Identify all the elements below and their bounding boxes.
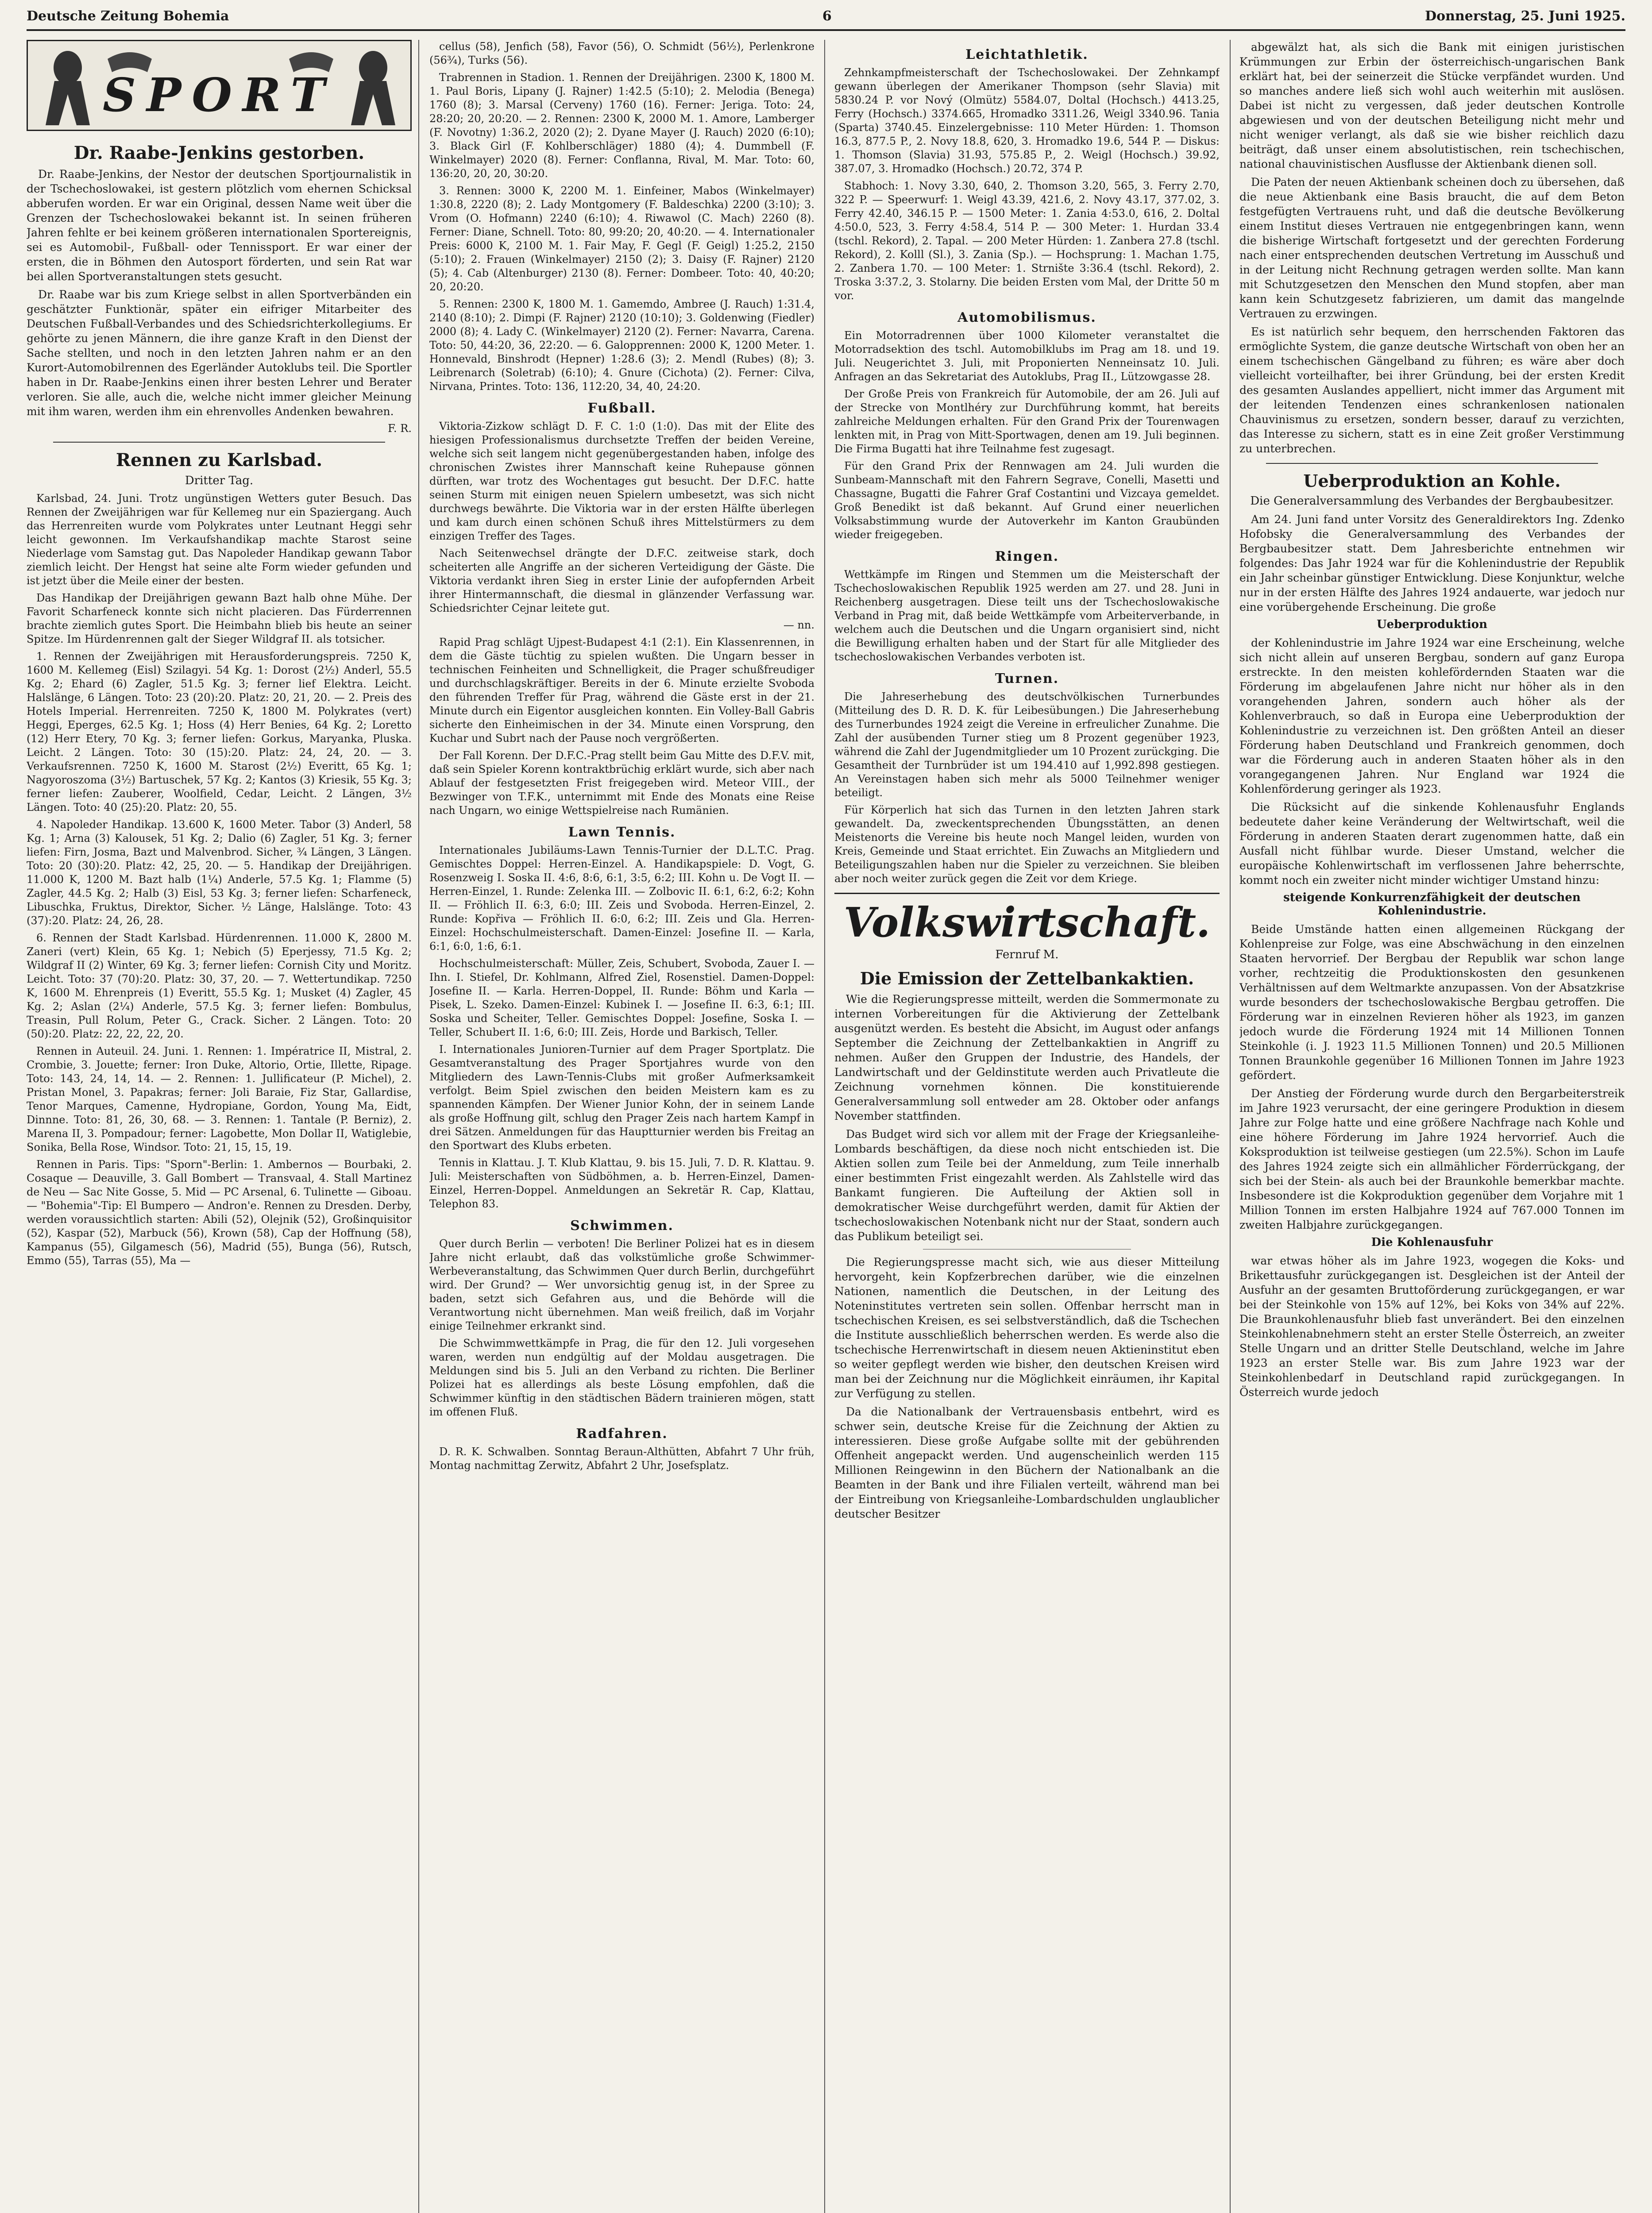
issue-date: Donnerstag, 25. Juni 1925.	[1425, 8, 1625, 24]
athletics-heading: Leichtathletik.	[965, 47, 1088, 62]
column-divider	[824, 40, 825, 2213]
athletics-paragraph: Zehnkampfmeisterschaft der Tschechoslowakei. Der Zehnkampf gewann überlegen der Amerikaner Thompson (sehr Slavia) mit 5830.24 P. vor Nový (Olmütz) 5584.07, Doltal (Hochsch.) 4413.25, Ferry (Hochsch.) 3374.665, Hromadko 3311.26, Weigl 3340.96. Tania (Sparta) 3740.45. Einzelergebnisse: 110 Meter Hürden: 1. Thomson 16.3, 877.5 P., 2. Novy 18.8, 620, 3. Hromadko 19.6, 544 P. — Diskus: 1. Thomson (Slavia) 31.93, 575.85 P., 2. Weigl (Hochsch.) 39.92, 387.07, 3. Hromadko (Hochsch.) 20.72, 374 P.	[834, 66, 1220, 175]
coal-export-subheading: Die Kohlenausfuhr	[1371, 1236, 1493, 1249]
race-article-subtitle: Dritter Tag.	[185, 474, 254, 487]
football-signature: — nn.	[783, 619, 814, 631]
football-paragraph: Viktoria-Zizkow schlägt D. F. C. 1:0 (1:0). Das mit der Elite des hiesigen Professionalismus durchsetzte Treffen der beiden Vereine, welche sich seit langem nicht gegenübergestanden haben, infolge des chronischen Zwistes ihrer Mannschaft keine Ruhepause gönnen dürften, war trotz des Wochentages gut besucht. Der D.F.C. hatte seinen Sturm mit einigen neuen Spielern umbesetzt, was sich nicht durchwegs bewährte. Die Viktoria war in der ersten Hälfte überlegen und kam durch einen schönen Schuß ihres Mittelstürmers zu dem einzigen Treffer des Tages.	[429, 420, 814, 542]
cycling-paragraph: D. R. K. Schwalben. Sonntag Beraun-Althütten, Abfahrt 7 Uhr früh, Montag nachmittag Zerwitz, Abfahrt 2 Uhr, Josefsplatz.	[429, 1446, 814, 1472]
obituary-paragraph: Dr. Raabe-Jenkins, der Nestor der deutschen Sportjournalistik in der Tschechoslowakei, ist gestern plötzlich vom ehernen Schicksal abberufen worden. Er war ein Original, dessen Name weit über die Grenzen der Tschechoslowakei bekannt ist. In seinen früheren Jahren fehlte er bei keinem größeren internationalen Sportereignis, sei es Automobil-, Fußball- oder Tennissport. Er war einer der ersten, die in Böhmen den Autosport förderten, und sein Rat war bei allen Sportveranstaltungen stets gesucht.	[27, 168, 412, 283]
coal-article-subtitle: Die Generalversammlung des Verbandes der Bergbaubesitzer.	[1250, 494, 1614, 508]
football-paragraph: Der Fall Korenn. Der D.F.C.-Prag stellt beim Gau Mitte des D.F.V. mit, daß sein Spieler Korenn kontraktbrüchig erklärt wurde, sich aber nach Ablauf der festgesetzten Frist freigegeben wird. Meteor VIII., der Bezwinger von T.F.K., unternimmt mit Ende des Monats eine Reise nach Ungarn, wo einige Wettspielreise nach Rumänien.	[429, 749, 814, 817]
gymnastics-heading: Turnen.	[995, 671, 1059, 686]
sport-logo	[27, 40, 412, 131]
obituary-signature: F. R.	[388, 422, 412, 435]
race-results: Rennen in Paris. Tips: "Sporn"-Berlin: 1. Ambernos — Bourbaki, 2. Cosaque — Deauville, 3. Gall Bombert — Transvaal, 4. Stall Martinez de Neu — Sac Nite Gosse, 5. Mid — PC Arsenal, 6. Tulinette — Giboau. — "Bohemia"-Tip: El Bumpero — Andron'e. Rennen zu Dresden. Derby, werden voraussichtlich starten: Abili (52), Olejnik (52), Großinquisitor (52), Kaspar (52), Marbuck (56), Krown (58), Cap der Hoffnung (58), Kampanus (55), Gilgamesch (56), Madrid (55), Bunga (56), Rutsch, Emmo (55), Tarras (55), Ma —	[27, 1158, 412, 1267]
trotting-results: 5. Rennen: 2300 K, 1800 M. 1. Gamemdo, Ambree (J. Rauch) 1:31.4, 2140 (8:10); 2. Dimpi (F. Rajner) 2120 (10:10); 3. Goldenwing (Fiedler) 2000 (8); 4. Lady C. (Winkelmayer) 2120 (2). Ferner: Navarra, Carena. Toto: 50, 44:20, 36, 22:20. — 6. Galopprennen: 2000 K, 1200 Meter. 1. Honnevald, Binshrodt (Hepner) 1:28.6 (3); 2. Mendl (Rubes) (8); 3. Leibrenarch (Soletrab) (6:10); 4. Gnure (Cichota) (2). Ferner: Cilva, Nirvana, Printes. Toto: 136, 112:20, 34, 40, 24:20.	[429, 298, 814, 393]
masthead	[27, 5, 1625, 27]
emission-paragraph: Das Budget wird sich vor allem mit der Frage der Kriegsanleihe-Lombards beschäftigen, da diese noch nicht entschieden ist. Die Aktien sollen zum Teile bei der Anmeldung, zum Teile innerhalb einer bestimmten Frist eingezahlt werden. Als Zahlstelle wird das Bankamt fungieren. Die Aufteilung der Aktien soll in demokratischer Weise durchgeführt werden, damit für Aktien der tschechoslowakischen Notenbank nicht nur der Staat, sondern auch das Publikum beteiligt sei.	[834, 1128, 1220, 1243]
column-1	[27, 40, 412, 2213]
wrestling-paragraph: Wettkämpfe im Ringen und Stemmen um die Meisterschaft der Tschechoslowakischen Republik 1925 werden am 27. und 28. Juni in Reichenberg ausgetragen. Diese teilt uns der Tschechoslowakische Verband in Prag mit, daß beide Wettkämpfe vom Arbeiterverbande, in welchem auch die Deutschen und die Ungarn organisiert sind, nicht die Bewilligung erhalten haben und der Start für alle Mitglieder des tschechoslowakischen Verbandes verboten ist.	[834, 568, 1220, 663]
emission-paragraph: Die Regierungspresse macht sich, wie aus dieser Mitteilung hervorgeht, kein Kopfzerbrechen darüber, wie die einzelnen Nationen, namentlich die Deutschen, in der Leitung des Noteninstitutes vertreten sein sollen. Offenbar herrscht man in tschechischen Kreisen, es sei selbstverständlich, daß die Tschechen die Institute ausschließlich beherrschen werden. Es werde also die tschechische Herrenwirtschaft in diesem neuen Aktieninstitut eben so weiter gepflegt werden wie bisher, den deutschen Kreisen wird man bei der Zeichnung nur die Möglichkeit einräumen, ihr Kapital zur Verfügung zu stellen.	[834, 1256, 1220, 1400]
tennis-paragraph: Hochschulmeisterschaft: Müller, Zeis, Schubert, Svoboda, Zauer I. — Ihn. I. Stiefel, Dr. Kohlmann, Alfred Ziel, Rosenstiel. Damen-Doppel: Josefine II. — Karla. Herren-Doppel, II. Runde: Böhm und Karla — Pisek, L. Szeko. Damen-Einzel: Kubinek I. — Josefine II. 6:3, 6:1; III. Soska und Scheiter, Teller. Gemischtes Doppel: Josefine, Soska I. — Teller, Schubert II. 1:6, 6:0; III. Zeis, Horde und Barkisch, Teller.	[429, 957, 814, 1038]
column-3	[834, 40, 1220, 2213]
race-continuation: cellus (58), Jenfich (58), Favor (56), O. Schmidt (56½), Perlenkrone (56¾), Turks (56).	[429, 40, 814, 66]
paper-name: Deutsche Zeitung Bohemia	[27, 8, 229, 24]
football-paragraph: Rapid Prag schlägt Ujpest-Budapest 4:1 (2:1). Ein Klassenrennen, in dem die Gäste tüchtig zu spielen wußten. Die Ungarn besser in technischen Feinheiten und Schnelligkeit, die Prager schußfreudiger und durchschlagskräftiger. Bereits in der 6. Minute erzielte Svoboda den führenden Treffer für Prag, während die Gäste erst in der 21. Minute durch ein Eigentor ausgleichen konnten. Ein Volley-Ball Gabris sicherte den Einheimischen in der 34. Minute einen Vorsprung, den Kuchar und Subrt nach der Pause noch vergrößerten.	[429, 636, 814, 744]
athletics-paragraph: Stabhoch: 1. Novy 3.30, 640, 2. Thomson 3.20, 565, 3. Ferry 2.70, 322 P. — Speerwurf: 1. Weigl 43.39, 421.6, 2. Novy 43.17, 377.02, 3. Ferry 42.40, 346.15 P. — 1500 Meter: 1. Zania 4:53.0, 616, 2. Doltal 4:50.0, 523, 3. Ferry 4:58.4, 514 P. — 300 Meter: 1. Hurdan 33.4 (tschl. Rekord), 2. Tapal. — 200 Meter Hürden: 1. Zanbera 27.8 (tschl. Rekord), 2. Kolll (Sl.), 3. Zania (Sp.). — Hochsprung: 1. Machan 1.75, 2. Zanbera 1.70. — 100 Meter: 1. Strnište 3:36.4 (tschl. Rekord), 2. Troska 3:37.2, 3. Stolarny. Die beiden Ersten vom Mal, der Dritte 50 m vor.	[834, 180, 1220, 302]
tennis-paragraph: Internationales Jubiläums-Lawn Tennis-Turnier der D.L.T.C. Prag. Gemischtes Doppel: Herren-Einzel. A. Handikapspiele: D. Vogt, G. Rosenzweig I. Soska II. 4:6, 8:6, 6:1, 3:5, 6:2; III. Kohn u. De Vogt II. — Herren-Einzel, 1. Runde: Zelenka III. — Zolbovic II. 6:1, 6:2, 6:2; Kohn II. — Fröhlich II. 6:3, 6:0; III. Zeis und Svoboda. Herren-Einzel, 2. Runde: Kopřiva — Fröhlich II. 6:0, 6:2; III. Zeis und Gla. Herren-Einzel: Hochschulmeisterschaft. Damen-Einzel: Josefine II. — Karla, 6:1, 6:0, 1:6, 6:1.	[429, 844, 814, 952]
gymnastics-paragraph: Für Körperlich hat sich das Turnen in den letzten Jahren stark gewandelt. Da, zweckentsprechenden Übungsstätten, an denen Meistenorts die Vereine bis heute noch Mangel leiden, wurden von Kreis, Gemeinde und Staat errichtet. Ein Zuwachs an Mitgliedern und Beteiligungszahlen haben nur die Spieler zu verzeichnen. Sie bleiben aber noch weiter zurück gegen die Zeit vor dem Kriege.	[834, 804, 1220, 885]
obituary-paragraph: Dr. Raabe war bis zum Kriege selbst in allen Sportverbänden ein geschätzter Funktionär, später ein eifriger Mitarbeiter des Deutschen Fußball-Verbandes und des Schiedsrichterkollegiums. Er gehörte zu jenen Männern, die ihre ganze Kraft in den Dienst der Sache stellten, und noch in den letzten Jahren nahm er an den Kurort-Automobilrennen des Egerländer Autoklubs teil. Die Sportler haben in Dr. Raabe-Jenkins einen ihrer besten Lehrer und Berater verloren. Sie alle, auch die, welche nicht immer gleicher Meinung mit ihm waren, werden ihm ein ehrenvolles Andenken bewahren.	[27, 288, 412, 418]
coal-paragraph: Die Rücksicht auf die sinkende Kohlenausfuhr Englands bedeutete daher keine Veränderung der Weltwirtschaft, weil die Förderung in anderen Staaten derart zugenommen hatte, daß ein Ausfall nicht fühlbar wurde. Dieser Umstand, welcher die europäische Kohlenwirtschaft im verflossenen Jahre beherrschte, kommt noch ein zweiter nicht minder wichtiger Umstand hinzu:	[1239, 801, 1625, 887]
coal-article-title: Ueberproduktion an Kohle.	[1303, 471, 1561, 491]
coal-paragraph: Der Anstieg der Förderung wurde durch den Bergarbeiterstreik im Jahre 1923 verursacht, der eine geringere Produktion in diesem Jahre zur Folge hatte und eine größere Nachfrage nach Kohle und eine höhere Förderung im Jahre 1924 hervorrief. Auch die Koksproduktion ist teilweise gestiegen (um 22.5%). Schon im Laufe des Jahres 1924 zeigte sich ein allmählicher Förderrückgang, der sich bei der Stein- als auch bei der Braunkohle bemerkbar machte. Insbesondere ist die Kokproduktion gegenüber dem Vorjahre mit 1 Million Tonnen im ersten Halbjahre 1924 auf 767.000 Tonnen im zweiten Halbjahre zurückgegangen.	[1239, 1087, 1625, 1231]
race-results: 4. Napoleder Handikap. 13.600 K, 1600 Meter. Tabor (3) Anderl, 58 Kg. 1; Arna (3) Kalousek, 51 Kg. 2; Dalio (6) Zagler, 51 Kg. 3; ferner liefen: Firn, Josma, Bazt und Malvenbrod. Sicher, ¾ Längen, 3 Längen. Toto: 20 (30):20. Platz: 42, 25, 20. — 5. Handikap der Dreijährigen. 11.000 K, 1200 M. Bazt halb (1¼) Anderle, 57.5 Kg. 1; Flamme (5) Zagler, 44.5 Kg. 2; Halb (3) Eisl, 53 Kg. 3; ferner liefen: Scharfeneck, Libuschka, Fruktus, Direktor, Sicher. ½ Länge, Halslänge. Toto: 43 (37):20. Platz: 24, 26, 28.	[27, 818, 412, 927]
obituary-title: Dr. Raabe-Jenkins gestorben.	[73, 143, 365, 163]
overproduction-subheading: Ueberproduktion	[1376, 618, 1488, 631]
tennis-paragraph: I. Internationales Junioren-Turnier auf dem Prager Sportplatz. Die Gesamtveranstaltung des Prager Sportjahres wurde von den Mitgliedern des Lawn-Tennis-Clubs mit großer Aufmerksamkeit verfolgt. Beim Spiel zwischen den beiden Meistern kam es zu spannenden Kämpfen. Der Wiener Junior Kohn, der in seinem Lande als große Hoffnung gilt, schlug den Prager Zeis nach hartem Kampf in drei Sätzen. Anmeldungen für das Hauptturnier werden bis Freitag an den Sportwart des Klubs erbeten.	[429, 1043, 814, 1152]
coal-paragraph: Beide Umstände hatten einen allgemeinen Rückgang der Kohlenpreise zur Folge, was eine Abschwächung in den einzelnen Staaten hervorrief. Der Bergbau der Republik war schon lange vorher, rechtzeitig die Produktionskosten den gesunkenen Verhältnissen auf dem Weltmarkte anzupassen. Von der Absatzkrise wurde besonders der tschechoslowakische Bergbau getroffen. Die Förderung war in einzelnen Revieren höher als 1923, im ganzen jedoch wurde die Förderung 1924 mit 14 Millionen Tonnen Steinkohle (i. J. 1923 11.5 Millionen Tonnen) und 20.5 Millionen Tonnen Braunkohle gegenüber 16 Millionen Tonnen im Jahre 1923 gefördert.	[1239, 923, 1625, 1082]
motoring-paragraph: Ein Motorradrennen über 1000 Kilometer veranstaltet die Motorradsektion des tschl. Automobilklubs im Prag am 18. und 19. Juli. Neugerichtet 3. Juli, mit Proponierten Nenneinsatz 10. Juli. Anfragen an das Sekretariat des Autoklubs, Prag II., Lützowgasse 28.	[834, 329, 1220, 383]
sport-logo-text: SPORT	[103, 68, 336, 122]
masthead-rule	[27, 29, 1625, 31]
emission-continuation: Die Paten der neuen Aktienbank scheinen doch zu übersehen, daß die neue Aktienbank eine Basis braucht, die auf dem Beton festgefügten Vertrauens ruht, und daß die deutsche Bevölkerung einem Institut dieses Vertrauen nie entgegenbringen kann, wenn die bisherige Wirtschaft fortgesetzt und der gerechten Forderung nach einer entsprechenden deutschen Vertretung im Ausschuß und in der Leitung nicht Rechnung getragen werden sollte. Man kann mit Schutzgesetzen den Menschen den Mund stopfen, aber man kann kein Schutzgesetz fabrizieren, um damit das mangelnde Vertrauen zu erzwingen.	[1239, 176, 1625, 320]
race-paragraph: Das Handikap der Dreijährigen gewann Bazt halb ohne Mühe. Der Favorit Scharfeneck konnte sich nicht placieren. Das Fürderrennen brachte ziemlich gutes Sport. Die Heimbahn blieb bis heute an seiner Spitze. Im Hürdenrennen galt der Sieger Wildgraf II. als totsicher.	[27, 592, 412, 645]
motoring-paragraph: Der Große Preis von Frankreich für Automobile, der am 26. Juli auf der Strecke von Montlhéry zur Durchführung kommt, hat bereits zahlreiche Meldungen erhalten. Für den Grand Prix der Tourenwagen lenkten mit, in Prag von Mitt-Sportwagen, denen am 19. Juli beginnen. Die Firma Bugatti hat ihre Teilnahme fest zugesagt.	[834, 388, 1220, 455]
competitiveness-subheading: steigende Konkurrenzfähigkeit der deutschen Kohlenindustrie.	[1283, 891, 1581, 918]
motoring-paragraph: Für den Grand Prix der Rennwagen am 24. Juli wurden die Sunbeam-Mannschaft mit den Fahrern Segrave, Conelli, Masetti und Chassagne, Bugatti die Fahrer Graf Costantini und Vizcaya gemeldet. Groß Benedikt ist daß bekannt. Auf Grund einer neuerlichen Volksabstimmung wurde der Autoverkehr im Kanton Graubünden wieder freigegeben.	[834, 460, 1220, 541]
race-article-title: Rennen zu Karlsbad.	[116, 450, 323, 470]
emission-paragraph: Da die Nationalbank der Vertrauensbasis entbehrt, wird es schwer sein, deutsche Kreise für die Zeichnung der Aktien zu interessieren. Diese große Aufgabe sollte mit der gebührenden Offenheit angepackt werden. Und augenscheinlich werden 115 Millionen Reingewinn in den Büchern der Nationalbank an die Beamten in der Bank und ihre Filialen verteilt, während man bei der Eintreibung von Kriegsanleihe-Lombardschulden unglaublicher deutscher Besitzer	[834, 1405, 1220, 1520]
football-heading: Fußball.	[587, 401, 656, 416]
page-number: 6	[822, 8, 832, 24]
trotting-results: Trabrennen in Stadion. 1. Rennen der Dreijährigen. 2300 K, 1800 M. 1. Paul Boris, Lipany (J. Rajner) 1:42.5 (5:10); 2. Melodia (Benega) 1760 (8); 3. Marsal (Cerveny) 1760 (16). Ferner: Jeriga. Toto: 24, 28:20; 20, 20:20. — 2. Rennen: 2300 K, 2000 M. 1. Amore, Lamberger (F. Novotny) 1:36.2, 2020 (2); 2. Dyane Mayer (J. Rauch) 2020 (6:10); 3. Black Girl (F. Kohlberschläger) 1880 (4); 4. Dummbell (F. Winkelmayer) 2020 (8). Ferner: Conflanna, Rival, M. Mar. Toto: 60, 136:20, 20, 20, 30:20.	[429, 71, 814, 180]
motoring-heading: Automobilismus.	[957, 310, 1096, 325]
wrestling-heading: Ringen.	[995, 549, 1059, 564]
tennis-heading: Lawn Tennis.	[568, 825, 676, 840]
swimming-paragraph: Die Schwimmwettkämpfe in Prag, die für den 12. Juli vorgesehen waren, werden nun endgültig auf der Moldau ausgetragen. Die Meldungen sind bis 5. Juli an den Verband zu richten. Die Berliner Polizei hat es allerdings als beste Lösung empfohlen, daß die Schwimmer künftig in den städtischen Bädern trainieren mögen, statt im offenen Fluß.	[429, 1337, 814, 1418]
race-results: 1. Rennen der Zweijährigen mit Herausforderungspreis. 7250 K, 1600 M. Kellemeg (Eisl) Szilagyi. 54 Kg. 1: Dorost (2½) Anderl, 55.5 Kg. 2; Ehard (6) Zagler, 51.5 Kg. 3; ferner lief Elektra. Leicht. Halslänge, 6 Längen. Toto: 23 (20):20. Platz: 20, 21, 20. — 2. Preis des Hotels Imperial. Herrenreiten. 7250 K, 1800 M. Polykrates (vert) Heggi, Eperges, 62.5 Kg. 1; Hoss (4) Herr Benies, 64 Kg. 2; Loretto (12) Herr Etery, 70 Kg. 3; ferner liefen: Gorkus, Maryanka, Pluska. Leicht. 2 Längen. Toto: 30 (15):20. Platz: 24, 24, 20. — 3. Verkaufsrennen. 7250 K, 1600 M. Starost (2½) Everitt, 65 Kg. 1; Nagyoroszoma (3½) Bartuschek, 57 Kg. 2; Kantos (3) Kriesik, 55 Kg. 3; ferner liefen: Zauberer, Woolfield, Cedar, Leicht. 2 Längen, 3½ Längen. Toto: 40 (25):20. Platz: 20, 55.	[27, 650, 412, 813]
article-divider	[53, 442, 385, 443]
column-2	[429, 40, 814, 2213]
economy-section-subtitle: Fernruf M.	[995, 948, 1059, 961]
coal-paragraph: Am 24. Juni fand unter Vorsitz des Generaldirektors Ing. Zdenko Hofobsky die Generalversammlung des Verbandes der Bergbaubesitzer statt. Dem Jahresberichte entnehmen wir folgendes: Das Jahr 1924 war für die Kohlenindustrie der Republik ein Jahr scheinbar günstiger Entwicklung. Diese Konjunktur, welche nur in der ersten Hälfte des Jahres 1924 andauerte, war jedoch nur eine vorübergehende Erscheinung. Die große	[1239, 513, 1625, 613]
coal-paragraph: war etwas höher als im Jahre 1923, wogegen die Koks- und Brikettausfuhr zurückgegangen ist. Desgleichen ist der Anteil der Ausfuhr an der gesamten Bruttoförderung zurückgegangen, er war bei der Steinkohle von 15% auf 12%, bei Koks von 34% auf 22%. Die Braunkohlenausfuhr blieb fast unverändert. Bei den einzelnen Steinkohlenabnehmern steht an erster Stelle Österreich, an zweiter Stelle Ungarn und an dritter Stelle Deutschland, welche im Jahre 1923 an erster Stelle war. Bis zum Jahre 1923 war der Steinkohlenbedarf in Deutschland rapid zurückgegangen. In Österreich wurde jedoch	[1239, 1254, 1625, 1399]
column-4	[1239, 40, 1625, 2213]
economy-section-title: Volkswirtschaft.	[834, 893, 1220, 946]
tennis-paragraph: Tennis in Klattau. J. T. Klub Klattau, 9. bis 15. Juli, 7. D. R. Klattau. 9. Juli: Meisterschaften von Südböhmen, a. b. Herren-Einzel, Damen-Einzel, Herren-Doppel. Anmeldungen an Sekretär R. Cap, Klattau, Telephon 83.	[429, 1157, 814, 1210]
coal-paragraph: der Kohlenindustrie im Jahre 1924 war eine Erscheinung, welche sich nicht allein auf unseren Bergbau, sondern auf ganz Europa erstreckte. In den meisten kohlefördernden Staaten war die Förderung im abgelaufenen Jahre nicht nur höher als in den vorangehenden Jahren, sondern auch höher als der Kohlenverbrauch, so daß in Europa eine Ueberproduktion der Kohlenindustrie zu verzeichnen ist. Den größten Anteil an dieser Förderung haben Deutschland und Frankreich genommen, doch war die Förderung auch in anderen Staaten höher als in den vorangegangenen Jahren. Nur England war 1924 die Kohlenförderung geringer als 1923.	[1239, 636, 1625, 795]
column-divider	[1230, 40, 1231, 2213]
football-paragraph: Nach Seitenwechsel drängte der D.F.C. zeitweise stark, doch scheiterten alle Angriffe an der sicheren Verteidigung der Gäste. Die Viktoria verdankt ihren Sieg in erster Linie der aufopfernden Arbeit ihrer Hintermannschaft, die diesmal in glänzender Verfassung war. Schiedsrichter Cejnar leitete gut.	[429, 547, 814, 614]
swimming-heading: Schwimmen.	[570, 1218, 674, 1234]
emission-continuation: abgewälzt hat, als sich die Bank mit einigen juristischen Krümmungen zur Erbin der österreichisch-ungarischen Bank erklärt hat, bei der seinerzeit die Stücke verpfändet wurden. Und so manches andere ließ sich wohl auch weiterhin mit auslösen. Dabei ist nicht zu vergessen, daß jeder deutschen Kontrolle abgewiesen und von der deutschen Beteiligung nicht mehr und nicht weniger verlangt, als daß sie wie bisher reichlich dazu beiträgt, daß unser einem absolutistischen, rein tschechischen, national chauvinistischen Ausflusse der Aktienbank dienen soll.	[1239, 41, 1625, 170]
article-divider	[1266, 463, 1598, 464]
gymnastics-paragraph: Die Jahreserhebung des deutschvölkischen Turnerbundes (Mitteilung des D. R. D. K. für Leibesübungen.) Die Jahreserhebung des Turnerbundes 1924 zeigt die Vereine in erfreulicher Zunahme. Die Zahl der ausübenden Turner stieg um 8 Prozent gegenüber 1923, während die Zahl der Jugendmitglieder um 10 Prozent zurückging. Die Gesamtheit der Turnbrüder ist um 194.410 auf 1,992.898 gestiegen. An Vereinstagen haben sich mehr als 5000 Teilnehmer weniger beteiligt.	[834, 690, 1220, 799]
trotting-results: 3. Rennen: 3000 K, 2200 M. 1. Einfeiner, Mabos (Winkelmayer) 1:30.8, 2220 (8); 2. Lady Montgomery (F. Baldeschka) 2200 (3:10); 3. Vrom (O. Hofmann) 2240 (6:10); 4. Riwawol (C. Mach) 2260 (8). Ferner: Diane, Schnell. Toto: 80, 99:20; 20, 40:20. — 4. Internationaler Preis: 6000 K, 2100 M. 1. Fair May, F. Gegl (F. Geigl) 1:25.2, 2150 (5:10); 2. Frauen (Winkelmayer) 2150 (2); 3. Daisy (F. Rajner) 2120 (5); 4. Cab (Altenburger) 2130 (8). Ferner: Dombeer. Toto: 40, 40:20; 20, 20:20.	[429, 185, 814, 293]
race-results: 6. Rennen der Stadt Karlsbad. Hürdenrennen. 11.000 K, 2800 M. Zaneri (vert) Klein, 65 Kg. 1; Nebich (5) Eperjessy, 71.5 Kg. 2; Wildgraf II (2) Winter, 69 Kg. 3; ferner liefen: Cornish City und Moritz. Leicht. Toto: 37 (70):20. Platz: 30, 37, 20. — 7. Wettertundikap. 7250 K, 1600 M. Ehrenpreis (1) Everitt, 55.5 Kg. 1; Musket (4) Zagler, 45 Kg. 2; Aslan (2¼) Anderle, 57.5 Kg. 3; ferner liefen: Bombulus, Treasin, Pull Rolum, Peter G., Crack. Sicher. 2 Längen. Toto: 20 (50):20. Platz: 22, 22, 22, 20.	[27, 932, 412, 1040]
race-paragraph: Karlsbad, 24. Juni. Trotz ungünstigen Wetters guter Besuch. Das Rennen der Zweijährigen war für Kellemeg nur ein Spaziergang. Auch das Herrenreiten wurde vom Polykrates unter Leutnant Heggi sehr leicht gewonnen. Im Verkaufshandikap machte Starost seine Niederlage vom Samstag gut. Das Napoleder Handikap gewann Tabor ziemlich leicht. Der Hengst hat seine alte Form wieder gefunden und ist jetzt über die Meile einer der besten.	[27, 492, 412, 587]
swimming-paragraph: Quer durch Berlin — verboten! Die Berliner Polizei hat es in diesem Jahre nicht erlaubt, daß das volkstümliche große Schwimmer-Werbeveranstaltung, das Schwimmen Quer durch Berlin, durchgeführt wird. Der Grund? — Wer unvorsichtig genug ist, in der Spree zu baden, setzt sich Gefahren aus, und die Behörde will die Verantwortung nicht übernehmen. Man weiß freilich, daß im Vorjahr einige Teilnehmer erkrankt sind.	[429, 1238, 814, 1332]
cycling-heading: Radfahren.	[576, 1426, 668, 1442]
emission-paragraph: Wie die Regierungspresse mitteilt, werden die Sommermonate zu internen Vorbereitungen für die Aktivierung der Zettelbank ausgenützt werden. Es besteht die Absicht, im August oder anfangs September die Zeichnung der Zettelbankaktien in Angriff zu nehmen. Außer den Gruppen der Industrie, des Handels, der Landwirtschaft und der Geldinstitute werden auch Privatleute die Zeichnung vornehmen können. Die konstituierende Generalversammlung soll entweder am 28. Oktober oder anfangs November stattfinden.	[834, 993, 1220, 1122]
emission-continuation: Es ist natürlich sehr bequem, den herrschenden Faktoren das ermöglichte System, die ganze deutsche Wirtschaft von oben her an einem tschechischen Gängelband zu führen; es wäre aber doch vielleicht vorteilhafter, bei ihrer Gründung, bei der ersten Kredit des gesamten Auslandes appelliert, nicht immer das Argument mit der leitenden Tendenzen eines schrankenlosen nationalen Chauvinismus zu ersetzen, sondern besser, darauf zu verzichten, das Interesse zu sichern, statt es in eine Zeit großer Verstimmung zu unterbrechen.	[1239, 325, 1625, 455]
emission-article-title: Die Emission der Zettelbankaktien.	[860, 968, 1194, 988]
column-divider	[418, 40, 419, 2213]
race-results: Rennen in Auteuil. 24. Juni. 1. Rennen: 1. Impératrice II, Mistral, 2. Crombie, 3. Jouette; ferner: Iron Duke, Altorio, Ortie, Illette, Ripage. Toto: 143, 24, 14, 14. — 2. Rennen: 1. Jullificateur (P. Michel), 2. Pristan Monel, 3. Papakras; ferner: Joli Baraie, Fiz Star, Gallardise, Tenor Marques, Camenne, Hydropiane, Gordon, Young Ma, Eidt, Dinnne. Toto: 81, 26, 30, 68. — 3. Rennen: 1. Tantale (P. Berniz), 2. Marena II, 3. Pompadour; ferner: Lagobette, Mon Dollar II, Watiglebie, Sonika, Bella Rose, Windsor. Toto: 21, 15, 15, 19.	[27, 1045, 412, 1153]
